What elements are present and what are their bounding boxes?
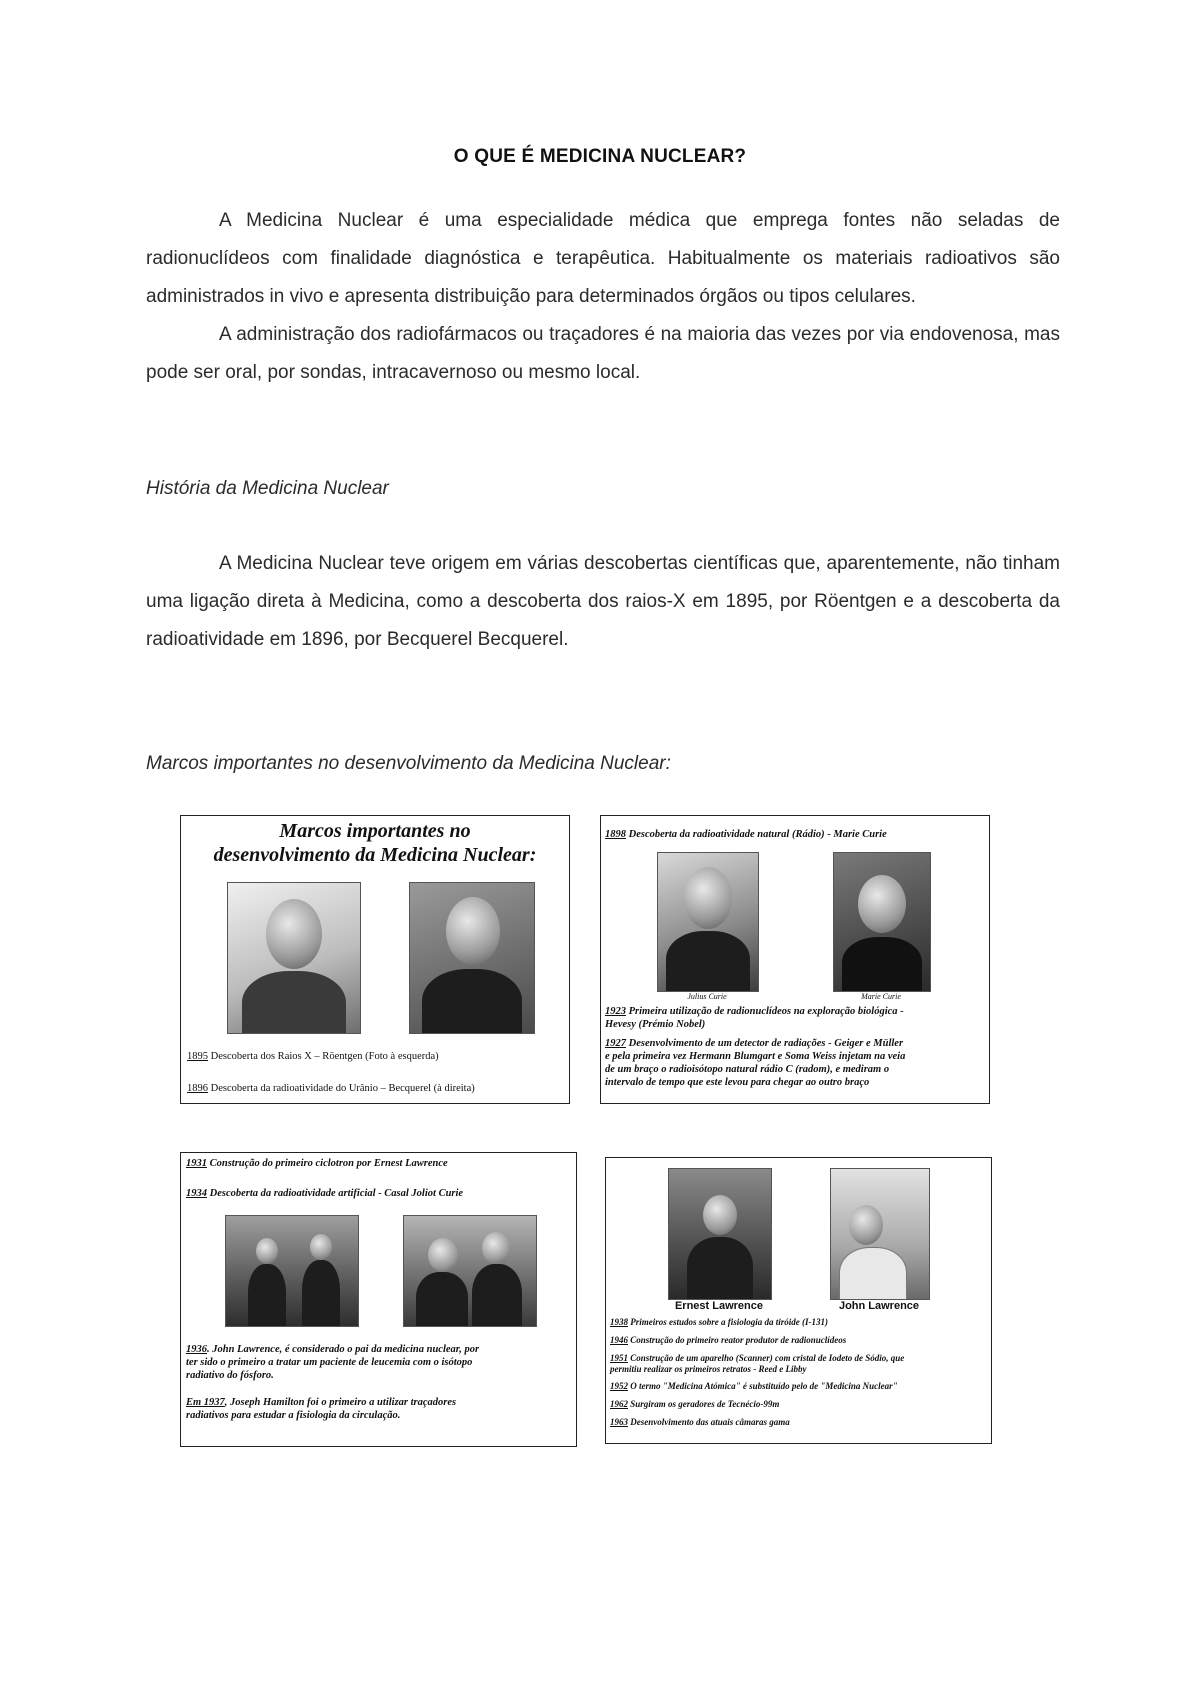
milestone-1927: 1927 Desenvolvimento de um detector de radiações - Geiger e Müller (605, 1038, 904, 1049)
slide-1931-1937 (180, 1152, 577, 1447)
page-title: O QUE É MEDICINA NUCLEAR? (453, 146, 747, 167)
roentgen-photo (227, 882, 361, 1034)
milestone-1962: 1962 Surgiram os geradores de Tecnécio-99m (610, 1399, 780, 1409)
milestone-1936-line-3: radiativo do fósforo. (186, 1370, 274, 1381)
becquerel-photo (409, 882, 535, 1034)
caption-ernest-lawrence: Ernest Lawrence (674, 1300, 764, 1312)
milestone-1923-cont: Hevesy (Prémio Nobel) (605, 1019, 706, 1030)
slide-1938-1963 (605, 1157, 992, 1444)
caption-marie-curie: Marie Curie (861, 992, 901, 1001)
john-lawrence-photo (830, 1168, 930, 1300)
slide-title-line-2: desenvolvimento da Medicina Nuclear: (213, 844, 537, 866)
milestone-1936: 1936. John Lawrence, é considerado o pai da medicina nuclear, por (186, 1344, 480, 1355)
milestone-1936-line-2: ter sido o primeiro a tratar um paciente de leucemia com o isótopo (186, 1357, 473, 1368)
caption-john-lawrence: John Lawrence (838, 1300, 920, 1312)
marie-curie-photo (833, 852, 931, 992)
joliot-curie-couple-photo (403, 1215, 537, 1327)
milestone-1927-line-4: intervalo de tempo que este levou para chegar ao outro braço (605, 1077, 870, 1088)
milestones-heading: Marcos importantes no desenvolvimento da Medicina Nuclear: (146, 753, 671, 774)
milestone-1923: 1923 Primeira utilização de radionuclídeos na exploração biológica - (605, 1006, 904, 1017)
milestone-1898: 1898 Descoberta da radioatividade natural (Rádio) - Marie Curie (605, 829, 887, 840)
slide-title-line-1: Marcos importantes no (279, 820, 471, 842)
intro-paragraph-1: A Medicina Nuclear é uma especialidade médica que emprega fontes não seladas de radionuclídeos com finalidade diagnóstica e terapêutica. Habitualmente os materiais radioativos são administrados in vivo e apresenta distribuição para determinados órgãos ou tipos celulares. (146, 210, 1060, 307)
history-section (146, 545, 1060, 659)
milestone-1951: 1951 Construção de um aparelho (Scanner) com cristal de Iodeto de Sódio, que (610, 1353, 905, 1363)
ernest-lawrence-photo (668, 1168, 772, 1300)
milestone-1946: 1946 Construção do primeiro reator produtor de radionuclídeos (610, 1335, 847, 1345)
slide-1898-1927 (600, 815, 990, 1104)
milestone-1951-cont: permitiu realizar os primeiros retratos - Reed e Libby (610, 1364, 807, 1374)
caption-pierre-curie: Julius Curie (687, 992, 727, 1001)
joliot-curie-lab-photo (225, 1215, 359, 1327)
milestone-1934: 1934 Descoberta da radioatividade artificial - Casal Joliot Curie (186, 1188, 464, 1199)
history-paragraph: A Medicina Nuclear teve origem em várias descobertas científicas que, aparentemente, não tinham uma ligação direta à Medicina, como a descoberta dos raios-X em 1895, por Röentgen e a descoberta da radioatividade em 1896, por Becquerel Becquerel. (146, 553, 1060, 650)
milestone-1938: 1938 Primeiros estudos sobre a fisiologia da tiróide (I-131) (610, 1317, 828, 1327)
milestone-1895: 1895 Descoberta dos Raios X – Röentgen (Foto à esquerda) (187, 1051, 439, 1062)
milestone-1927-line-3: de um braço o radioisótopo natural rádio C (radom), e mediram o (605, 1064, 890, 1075)
milestone-1896: 1896 Descoberta da radioatividade do Urânio – Becquerel (à direita) (187, 1083, 475, 1094)
milestone-1927-line-2: e pela primeira vez Hermann Blumgart e Soma Weiss injetam na veia (605, 1051, 906, 1062)
milestone-1963: 1963 Desenvolvimento das atuais câmaras gama (610, 1417, 790, 1427)
intro-section (146, 202, 1060, 392)
milestone-1931: 1931 Construção do primeiro ciclotron por Ernest Lawrence (186, 1158, 448, 1169)
milestone-1937: Em 1937, Joseph Hamilton foi o primeiro a utilizar traçadores (186, 1397, 457, 1408)
intro-paragraph-2: A administração dos radiofármacos ou traçadores é na maioria das vezes por via endovenosa, mas pode ser oral, por sondas, intracavernoso ou mesmo local. (146, 324, 1060, 383)
history-heading: História da Medicina Nuclear (146, 478, 389, 499)
pierre-curie-photo (657, 852, 759, 992)
slide-1895-1896 (180, 815, 570, 1104)
milestone-1952: 1952 O termo "Medicina Atómica" é substituído pelo de "Medicina Nuclear" (610, 1381, 898, 1391)
milestone-1937-line-2: radiativos para estudar a fisiologia da circulação. (186, 1410, 401, 1421)
